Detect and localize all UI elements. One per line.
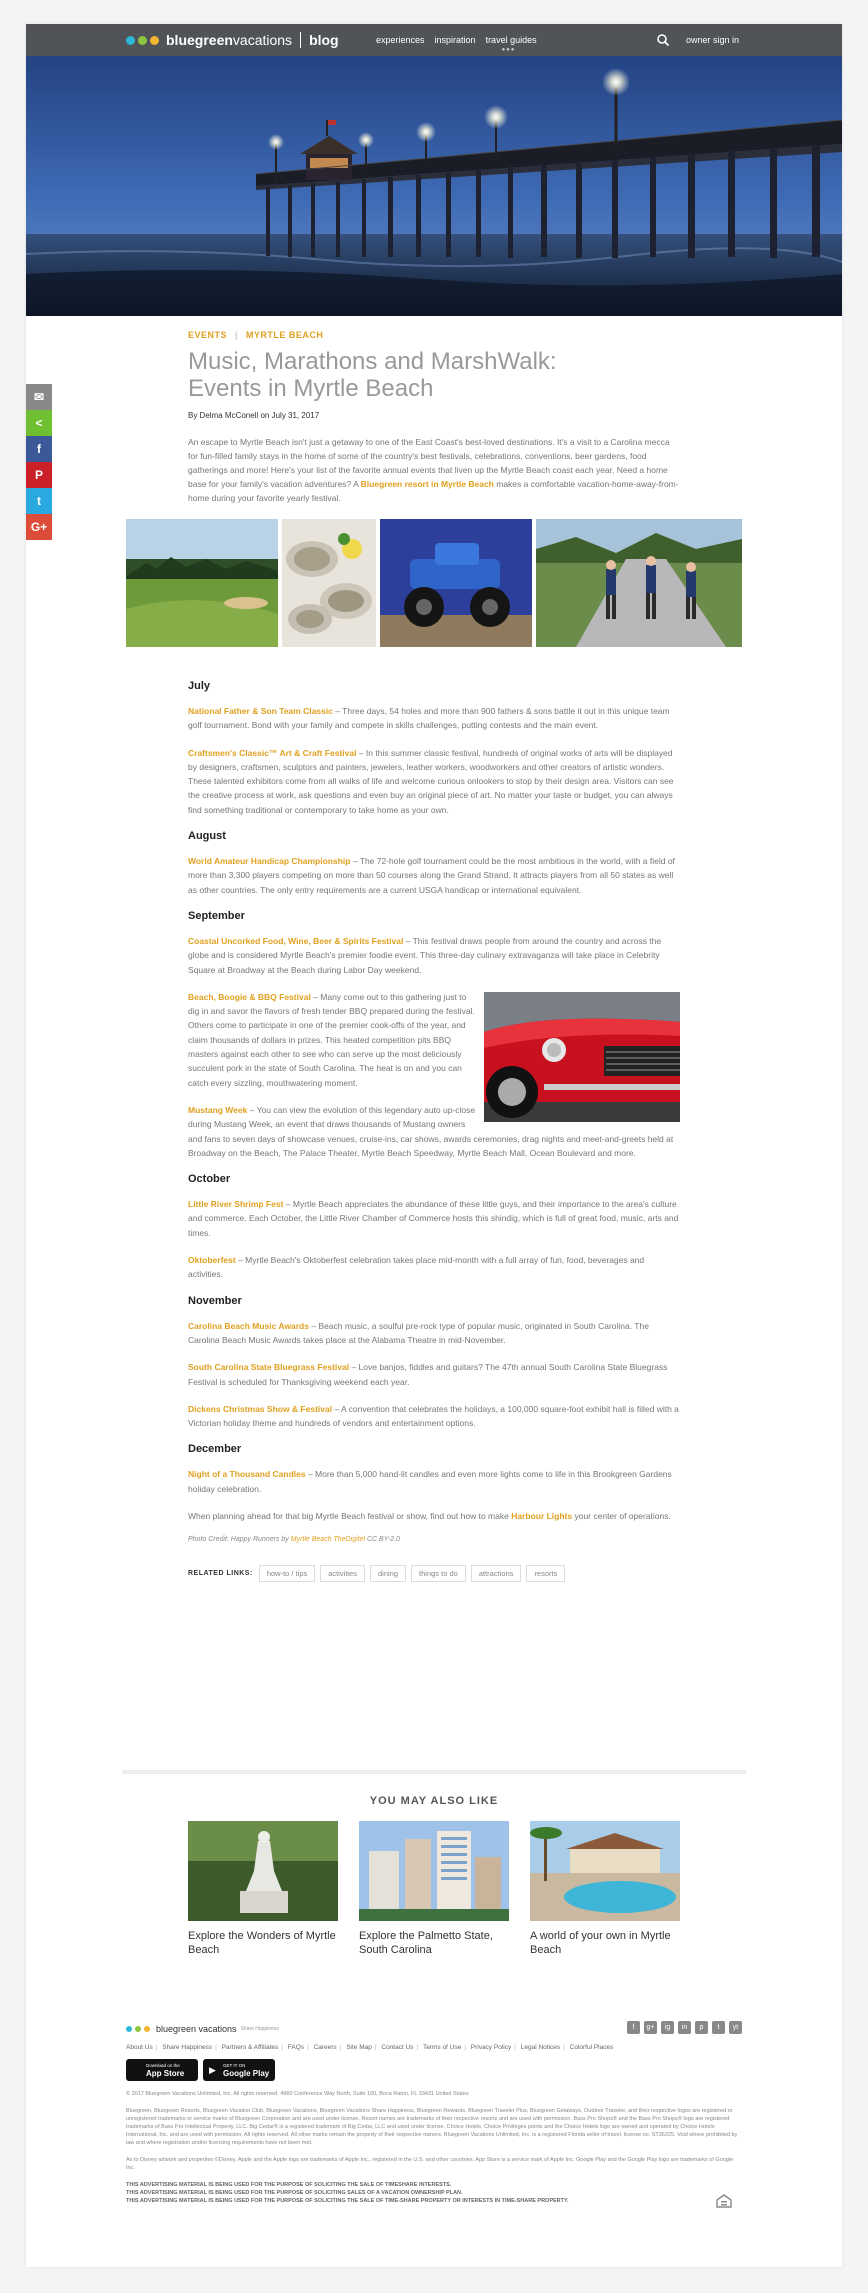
- share-icon[interactable]: <: [26, 410, 52, 436]
- related-links: [188, 1565, 680, 1582]
- facebook-icon[interactable]: f: [26, 436, 52, 462]
- event-link[interactable]: Night of a Thousand Candles: [188, 1469, 306, 1480]
- monster-truck-photo: [380, 519, 532, 647]
- footer-link-about[interactable]: About Us: [126, 2044, 153, 2051]
- statue-garden-photo: [188, 1821, 338, 1921]
- brand-dot-blue: [126, 36, 135, 45]
- event-mustang-week: Mustang Week – You can view the evolution of this legendary auto up-close during Mustang Week, an event that draws thousands of Mustang owners and fans to seven days of showcase venues, cruise-ins, car shows, awards ceremonies, drag nights and meet-and-greets held at Broadway on the Beach, The Palace Theater, Myrtle Beach Speedway, Myrtle Beach Mall, Ocean Boulevard and more.: [188, 1104, 674, 1158]
- page-title: [188, 348, 680, 402]
- nav-travel-guides[interactable]: travel guides ●●●: [485, 35, 537, 53]
- nav-inspiration[interactable]: inspiration: [434, 35, 476, 45]
- nav-experiences[interactable]: experiences: [376, 35, 425, 45]
- palmetto-state-photo: [359, 1821, 509, 1921]
- bluegreen-resort-link[interactable]: Bluegreen resort in Myrtle Beach: [360, 479, 494, 489]
- event-link[interactable]: South Carolina State Bluegrass Festival: [188, 1362, 350, 1373]
- owner-sign-in-link[interactable]: owner sign in: [686, 35, 740, 45]
- month-heading-july: July: [188, 680, 211, 692]
- event-link[interactable]: Carolina Beach Music Awards: [188, 1320, 309, 1331]
- pinterest-icon[interactable]: p: [695, 2021, 708, 2034]
- equal-housing-icon: [716, 2194, 732, 2208]
- advertising-notice-1: THIS ADVERTISING MATERIAL IS BEING USED FOR THE PURPOSE OF SOLICITING THE SALE OF TIMESHARE INTERESTS.: [126, 2182, 452, 2188]
- footer-link-careers[interactable]: Careers: [313, 2044, 337, 2051]
- brand-dot-blue: [126, 2026, 132, 2032]
- app-store-button[interactable]: Download on the App Store: [126, 2059, 198, 2081]
- event-link[interactable]: Dickens Christmas Show & Festival: [188, 1403, 333, 1414]
- tag-activities[interactable]: activities: [320, 1565, 365, 1582]
- category-events[interactable]: EVENTS: [188, 330, 228, 340]
- related-card-2[interactable]: [359, 1821, 509, 1957]
- footer-link-contact[interactable]: Contact Us: [381, 2044, 414, 2051]
- brand-name: bluegreenvacations: [166, 32, 293, 48]
- event-link[interactable]: Little River Shrimp Fest: [188, 1199, 284, 1210]
- related-links-label: RELATED LINKS:: [188, 1570, 253, 1578]
- event-link[interactable]: Oktoberfest: [188, 1255, 236, 1266]
- month-heading-august: August: [188, 830, 226, 843]
- brand-dot-green: [138, 36, 147, 45]
- search-icon[interactable]: [656, 33, 670, 47]
- red-mustang-photo: [484, 992, 680, 1122]
- twitter-icon[interactable]: t: [712, 2021, 725, 2034]
- closing-paragraph: When planning ahead for that big Myrtle Beach festival or show, find out how to make Harbour Lights your center of operations.: [188, 1510, 671, 1521]
- resort-pool-photo: [530, 1821, 680, 1921]
- instagram-icon[interactable]: ig: [661, 2021, 674, 2034]
- main-nav: [376, 24, 557, 56]
- related-articles: [188, 1821, 680, 1957]
- hero-image: [26, 24, 842, 316]
- brand-dot-yellow: [150, 36, 159, 45]
- related-card-caption: Explore the Wonders of Myrtle Beach: [188, 1930, 336, 1956]
- section-divider: [122, 1770, 746, 1774]
- category-links: [188, 330, 680, 340]
- site-footer: [126, 2024, 742, 2205]
- month-heading-october: October: [188, 1173, 231, 1186]
- tag-attractions[interactable]: attractions: [471, 1565, 522, 1582]
- social-links: [627, 2021, 742, 2034]
- trademark-notice: Bluegreen, Bluegreen Resorts, Bluegreen Vacation Club, Bluegreen Vacations, Bluegreen Vacations Share Happiness, Bluegreen Rewards, Bluegreen Traveler Plus, Bluegreen Getaways, Outdoor Traveler, and their respective logos are registered or unregistered trademarks or service marks of Bluegreen Corporation and are used under license. Resort names are trademarks of their respective resorts and are used with permission. Bass Pro Shops® and the Bass Pro Shops® logo are registered trademarks of Bass Pro Intellectual Property, LLC. Big Cedar® is a registered trademark of Big Cedar, LLC and used under license. Choice Hotels, Choice Privileges points and the Choice Hotels logo are owned and operated by Choice Hotels International, Inc. and are used with permission. All rights reserved. All other marks remain the property of their respective owners. Bluegreen Vacations Unlimited, Inc. is a registered Florida seller of travel, license no. ST36225. Void where prohibited by law and where registration and/or licensing requirements have not been met.: [126, 2108, 738, 2146]
- copyright: © 2017 Bluegreen Vacations Unlimited, Inc. All rights reserved. 4960 Conference Way North, Suite 100, Boca Raton, FL 33431 United States: [126, 2091, 469, 2097]
- month-heading-september: September: [188, 909, 245, 922]
- mail-icon[interactable]: ✉: [26, 384, 52, 410]
- brand-dot-yellow: [144, 2026, 150, 2032]
- advertising-notice-2: THIS ADVERTISING MATERIAL IS BEING USED FOR THE PURPOSE OF SOLICITING SALES OF A VACATION OWNERSHIP PLAN.: [126, 2190, 463, 2196]
- title-line-1: Music, Marathons and MarshWalk:: [188, 348, 557, 375]
- facebook-icon[interactable]: f: [627, 2021, 640, 2034]
- event-thousand-candles: Night of a Thousand Candles – More than 5,000 hand-lit candles and even more lights come to life in this Brookgreen Gardens holiday celebration.: [188, 1469, 672, 1494]
- footer-link-colorful-places[interactable]: Colorful Places: [569, 2044, 614, 2051]
- event-link[interactable]: Mustang Week: [188, 1104, 248, 1115]
- event-beach-music-awards: Carolina Beach Music Awards – Beach music, a soulful pre-rock type of popular music, originated in South Carolina. The Carolina Beach Music Awards takes place at the Alabama Theatre in mid-November.: [188, 1320, 649, 1345]
- google-play-button[interactable]: ▶ GET IT ON Google Play: [203, 2059, 275, 2081]
- tag-how-to-tips[interactable]: how-to / tips: [259, 1565, 315, 1582]
- month-heading-november: November: [188, 1294, 242, 1307]
- harbour-lights-link[interactable]: Harbour Lights: [511, 1510, 573, 1521]
- tag-resorts[interactable]: resorts: [526, 1565, 565, 1582]
- share-bar: [26, 384, 52, 540]
- footer-brand-name: bluegreen vacations: [156, 2024, 237, 2034]
- month-heading-december: December: [188, 1443, 242, 1456]
- footer-link-faqs[interactable]: FAQs: [287, 2044, 305, 2051]
- advertising-notice-3: THIS ADVERTISING MATERIAL IS BEING USED FOR THE PURPOSE OF SOLICITING THE SALE OF TIME-SHARE PROPERTY OR INTERESTS IN TIME-SHARE PROPERTY.: [126, 2198, 569, 2204]
- event-link[interactable]: World Amateur Handicap Championship: [188, 856, 351, 867]
- tag-things-to-do[interactable]: things to do: [411, 1565, 466, 1582]
- event-father-son-classic: National Father & Son Team Classic – Three days, 54 holes and more than 900 fathers & sons battle it out in this unique team golf tournament. Bond with your family and compete in skills challenges, putting contests and the main event.: [188, 706, 670, 731]
- pinterest-icon[interactable]: P: [26, 462, 52, 488]
- footer-link-partners[interactable]: Partners & Affiliates: [221, 2044, 279, 2051]
- footer-link-privacy[interactable]: Privacy Policy: [470, 2044, 512, 2051]
- google-plus-icon[interactable]: g+: [644, 2021, 657, 2034]
- event-link[interactable]: Coastal Uncorked Food, Wine, Beer & Spirits Festival: [188, 935, 404, 946]
- related-card-1[interactable]: [188, 1821, 338, 1957]
- page: [26, 24, 842, 2267]
- event-dickens-christmas: Dickens Christmas Show & Festival – A convention that celebrates the holidays, a 100,000 square-foot exhibit hall is filled with a Victorian holiday theme and hundreds of vendors and entertainment options.: [188, 1403, 679, 1429]
- marathon-runners-photo: [536, 519, 742, 647]
- article-body: [188, 680, 680, 1582]
- byline: By Delma McConell on July 31, 2017: [188, 411, 320, 420]
- related-card-caption: A world of your own in Myrtle Beach: [530, 1930, 671, 1956]
- photo-credit-link[interactable]: Myrtle Beach TheDigitel: [290, 1536, 366, 1544]
- google-play-icon: ▶: [209, 2065, 216, 2075]
- brand-logo[interactable]: [126, 24, 339, 56]
- tag-dining[interactable]: dining: [370, 1565, 406, 1582]
- brand-dot-green: [135, 2026, 141, 2032]
- photo-strip: [126, 519, 742, 647]
- intro-paragraph: An escape to Myrtle Beach isn't just a getaway to one of the East Coast's best-loved destinations. It's a visit to a Carolina mecca for fun-filled family stays in the home of some of the country's best festivals, celebrations, conventions, beer gardens, food gatherings and more! Here's your list of the favorite annual events that liven up the Myrtle Beach coast each year. Need a home base for your family's vacation adventures? A Bluegreen resort in Myrtle Beach makes a comfortable vacation-home-away-from-home during your favorite yearly festival.: [188, 437, 679, 503]
- you-may-also-like-heading: YOU MAY ALSO LIKE: [369, 1795, 499, 1807]
- nav-indicator-icon: ●●●: [501, 47, 516, 53]
- youtube-icon[interactable]: yt: [729, 2021, 742, 2034]
- blog-label: blog: [309, 32, 339, 48]
- title-line-2: Events in Myrtle Beach: [188, 375, 434, 402]
- site-header: [26, 24, 842, 56]
- event-link[interactable]: Beach, Boogie & BBQ Festival: [188, 991, 311, 1002]
- category-separator: |: [235, 330, 238, 340]
- footer-link-share-happiness[interactable]: Share Happiness: [162, 2044, 213, 2051]
- golf-course-photo: [126, 519, 278, 647]
- footer-links: About Us | Share Happiness | Partners & Affiliates | FAQs | Careers | Site Map | Contact Us | Terms of Use | Privacy Policy | Legal Notices | Colorful Places: [126, 2044, 614, 2051]
- footer-link-terms[interactable]: Terms of Use: [422, 2044, 462, 2051]
- photo-credit: Photo Credit: Happy Runners by Myrtle Beach TheDigitel CC BY-2.0: [188, 1536, 400, 1544]
- event-shrimp-fest: Little River Shrimp Fest – Myrtle Beach appreciates the abundance of these little guys, and their importance to the area's culture and commerce. Each October, the Little River Chamber of Commerce hosts this shindig, which is full of great food, music, arts and times.: [188, 1199, 679, 1238]
- twitter-icon[interactable]: t: [26, 488, 52, 514]
- logo-divider: [300, 32, 301, 48]
- footer-link-site-map[interactable]: Site Map: [346, 2044, 372, 2051]
- event-coastal-uncorked: Coastal Uncorked Food, Wine, Beer & Spirits Festival – This festival draws people from around the country and across the globe and is considered Myrtle Beach's premier foodie event. This three-day culinary extravaganza will take place in Celebrity Square at Broadway at the Beach during Labor Day weekend.: [188, 935, 662, 975]
- event-beach-boogie-bbq: Beach, Boogie & BBQ Festival – Many come out to this gathering just to dig in and savor the flavors of fresh tender BBQ prepared during the festival. Others come to participate in one of the premier cook-offs of the year, and claim thousands of dollars in prizes. This heated competition pits BBQ masters against each other to see who can serve up the most deliciously succulent pork in the state of South Carolina. The heat is on and you can catch every sizzling, mouthwatering moment.: [188, 991, 475, 1088]
- event-craftsmen-classic: Craftsmen's Classic™ Art & Craft Festival – In this summer classic festival, hundreds of original works of arts will be displayed by designers, craftsmen, sculptors and painters, jewelers, leather workers, woodworkers and other creators of artistic wonders. These talented exhibitors come from all walks of life and welcome curious onlookers to stop by their design area. Visitors can see the creative process at work, ask questions and even buy an original piece of art. No matter your taste or budget, you can always find something traditional or contemporary to take home as your own.: [188, 747, 674, 815]
- event-bluegrass-festival: South Carolina State Bluegrass Festival – Love banjos, fiddles and guitars? The 47th annual South Carolina State Bluegrass Festival is scheduled for Thanksgiving weekend each year.: [188, 1362, 668, 1387]
- footer-tagline: Share Happiness: [240, 2026, 279, 2032]
- event-world-amateur: World Amateur Handicap Championship – The 72-hole golf tournament could be the most ambitious in the world, with a field of more than 3,300 players competing on more than 50 courses along the Grand Strand. It attracts players from all 50 states as well as other countries. The only entry requirements are a current USGA handicap or international equivalent.: [188, 856, 675, 895]
- linkedin-icon[interactable]: in: [678, 2021, 691, 2034]
- disney-notice: As to Disney artwork and properties ©Disney. Apple and the Apple logo are trademarks of Apple Inc., registered in the U.S. and other countries. App Store is a service mark of Apple Inc. Google Play and the Google Play logo are trademarks of Google Inc.: [126, 2157, 734, 2171]
- related-card-3[interactable]: [530, 1821, 680, 1957]
- related-card-caption: Explore the Palmetto State, South Carolina: [359, 1930, 493, 1956]
- event-link[interactable]: National Father & Son Team Classic: [188, 706, 333, 716]
- google-plus-icon[interactable]: G+: [26, 514, 52, 540]
- event-oktoberfest: Oktoberfest – Myrtle Beach's Oktoberfest celebration takes place mid-month with a full array of fun, food, beverages and activities.: [188, 1255, 645, 1280]
- article-header: [188, 330, 680, 505]
- footer-link-legal[interactable]: Legal Notices: [520, 2044, 561, 2051]
- oysters-photo: [282, 519, 376, 647]
- category-myrtle-beach[interactable]: MYRTLE BEACH: [245, 330, 324, 340]
- event-link[interactable]: Craftsmen's Classic™ Art & Craft Festival: [188, 747, 357, 758]
- app-store-badges: [126, 2059, 742, 2081]
